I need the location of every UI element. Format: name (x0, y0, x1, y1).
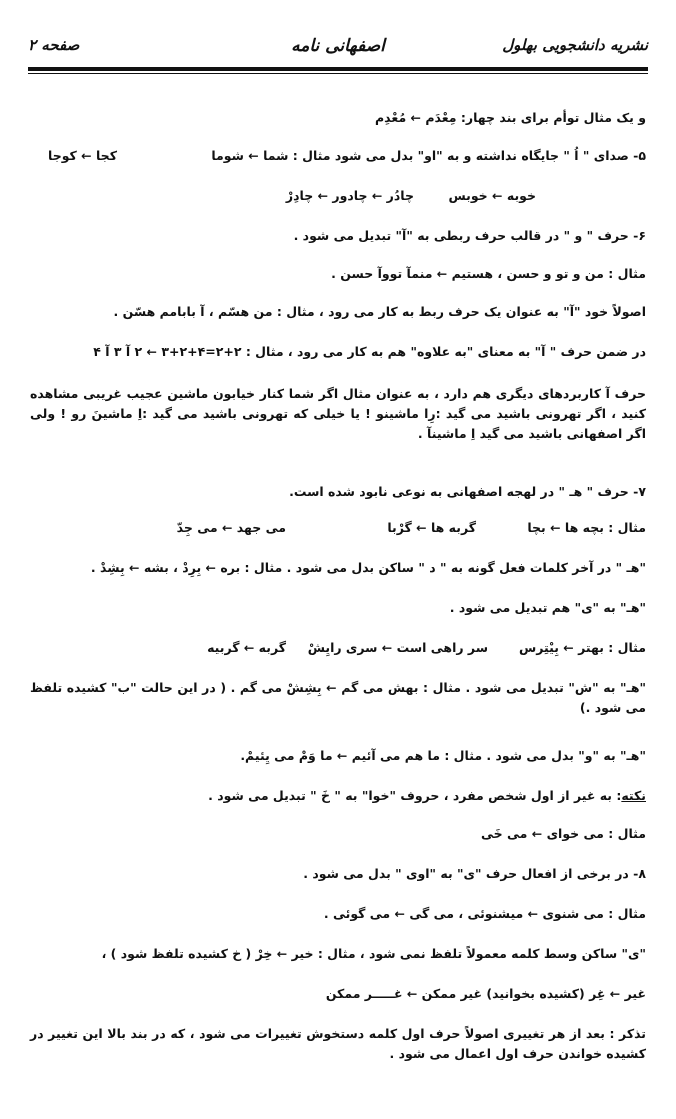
header-rule-thick (28, 67, 648, 71)
line-section-8-example: مثال : می شنوی ← میشنوئی ، می گی ← می گوئی . (323, 906, 646, 921)
line-h-to-d: "هـ " در آخر کلمات فعل گونه به " د " ساکن بدل می شود . مثال : بره ← بِرِدْ ، بشه ← بِشِدْ . (90, 560, 646, 575)
note-text: : به غیر از اول شخص مفرد ، حروف "خوا" به " خَ " تبدیل می شود . (208, 788, 622, 803)
line-conjunction-usage: اصولاً خود "آ" به عنوان یک حرف ربط به کار می رود ، مثال : من هسّم ، آ بابامم هسّن . (113, 304, 646, 319)
line-example-item4: و یک مثال توأم برای بند چهار: مِعْدَم ← مُعْدِم (375, 110, 646, 125)
example-sare-rahi: سر راهی است ← سری رایِشْ (307, 640, 488, 655)
line-note (30, 786, 646, 806)
line-note-example: مثال : می خوای ← می خَی (481, 826, 646, 841)
line-plus-meaning: در ضمن حرف " آ" به معنای "به علاوه" هم به کار می رود ، مثال : ۲+۲=۴+۲+۳ ← ۲ آ ۳ آ ۴ (93, 344, 646, 359)
example-chador: چادُر ← چادور ← چادِرْ (285, 188, 414, 203)
line-silent-y-example: غیر ← غِر (کشیده بخوانید) غیر ممکن ← غـــــر ممکن (325, 986, 646, 1001)
example-gorbeha: گربه ها ← گرْبا (387, 520, 476, 535)
example-gorbe: گربه ← گربیه (207, 640, 286, 655)
paragraph-reminder: تذکر : بعد از هر تغییری اصولاً حرف اول کلمه دستخوش تغییرات می شود ، که در بند بالا این تغییر در کشیده خواندن حرف اول اعمال می شود . (30, 1026, 646, 1061)
note-label: نکته (621, 788, 646, 803)
header-rule-thin (28, 73, 648, 74)
page-header (28, 36, 648, 64)
page-number: صفحه ۲ (28, 36, 80, 54)
example-mijahad: می جهد ← می جِدّ (176, 520, 286, 535)
line-section-7: ۷- حرف " هـ " در لهجه اصفهانی به نوعی نابود شده است. (289, 484, 646, 499)
section-5-text: ۵- صدای " اُ " جایگاه نداشته و به "او" بدل می شود مثال : شما ← شوما (211, 148, 646, 163)
line-h-to-v: "هـ" به "و" بدل می شود . مثال : ما هم می آئیم ← ما وَمْ می یِئیمْ. (240, 748, 646, 763)
example-khube: خوبه ← خوبس (448, 188, 536, 203)
example-bacheha: مثال : بچه ها ← بچا (527, 520, 646, 535)
line-section-6: ۶- حرف " و " در قالب حرف ربطی به "آ" تبدیل می شود . (293, 228, 646, 243)
line-section-5 (30, 146, 646, 166)
line-h-to-y: "هـ" به "ی" هم تبدیل می شود . (449, 600, 646, 615)
line-section-8: ۸- در برخی از افعال حرف "ی" به "اوی " بدل می شود . (303, 866, 646, 881)
publication-name: نشریه دانشجویی بهلول (502, 36, 648, 54)
paragraph-h-to-sh: "هـ" به "ش" تبدیل می شود . مثال : بهش می گم ← بِشِشْ می گم . ( در این حالت "ب" کشیده تلفظ می شود .) (30, 680, 646, 715)
line-section-6-example: مثال : من و تو و حسن ، هستیم ← منمآ تووآ حسن . (331, 266, 646, 281)
section-5-example: کجا ← کوجا (48, 148, 117, 163)
line-silent-y: "ی" ساکن وسط کلمه معمولاً تلفظ نمی شود ، مثال : خیر ← خِرْ ( خ کشیده تلفظ شود ) ، (101, 946, 646, 961)
paragraph-a-usages: حرف آ کاربردهای دیگری هم دارد ، به عنوان مثال اگر شما کنار خیابون ماشین عجیب غریبی مشاهده کنید ، اگر تهرونی باشید می گید :رِا ماشینو ! یا خیلی که تهرونی باشید می گید :اِ ماشینَ رو ! ولی اگر اصفهانی باشید می گید اِ ماشینآ . (30, 386, 646, 441)
example-behtar: مثال : بهتر ← بِیْتِرس (518, 640, 646, 655)
header-title: اصفهانی نامه (291, 36, 385, 56)
